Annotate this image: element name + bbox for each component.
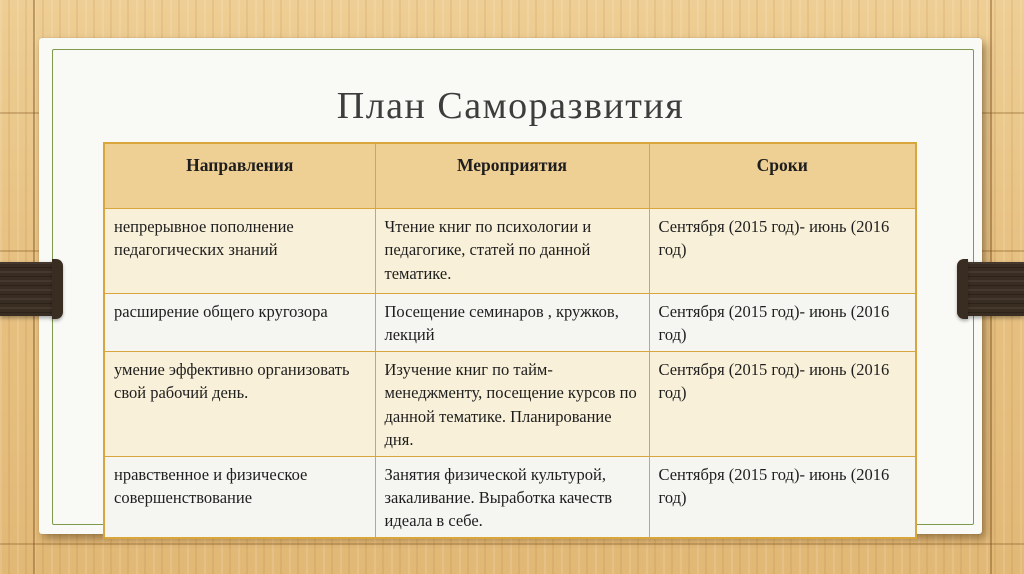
left-leather-strap-decoration [0,262,54,316]
presentation-slide [39,38,982,534]
table-row [104,209,916,294]
column-header-terms: Сроки [649,143,916,209]
cell-activity: Занятия физической культурой, закаливание. Выработка качеств идеала в себе. [375,456,649,538]
table-row [104,456,916,538]
cell-direction: нравственное и физическое совершенствование [104,456,375,538]
wood-plank-seam [0,543,1024,545]
right-leather-strap-decoration [967,262,1024,316]
cell-activity: Изучение книг по тайм-менеджменту, посещение курсов по данной тематике. Планирование дня. [375,351,649,456]
column-header-activities: Мероприятия [375,143,649,209]
cell-term: Сентября (2015 год)- июнь (2016 год) [649,351,916,456]
table-row [104,351,916,456]
self-development-plan-table [103,142,917,539]
table-row [104,294,916,352]
cell-term: Сентября (2015 год)- июнь (2016 год) [649,294,916,352]
cell-activity: Чтение книг по психологии и педагогике, статей по данной тематике. [375,209,649,294]
cell-activity: Посещение семинаров , кружков, лекций [375,294,649,352]
cell-term: Сентября (2015 год)- июнь (2016 год) [649,456,916,538]
cell-direction: непрерывное пополнение педагогических знаний [104,209,375,294]
column-header-directions: Направления [104,143,375,209]
cell-direction: расширение общего кругозора [104,294,375,352]
cell-direction: умение эффективно организовать свой рабочий день. [104,351,375,456]
cell-term: Сентября (2015 год)- июнь (2016 год) [649,209,916,294]
table-header-row [104,143,916,209]
slide-title: План Саморазвития [336,85,685,127]
